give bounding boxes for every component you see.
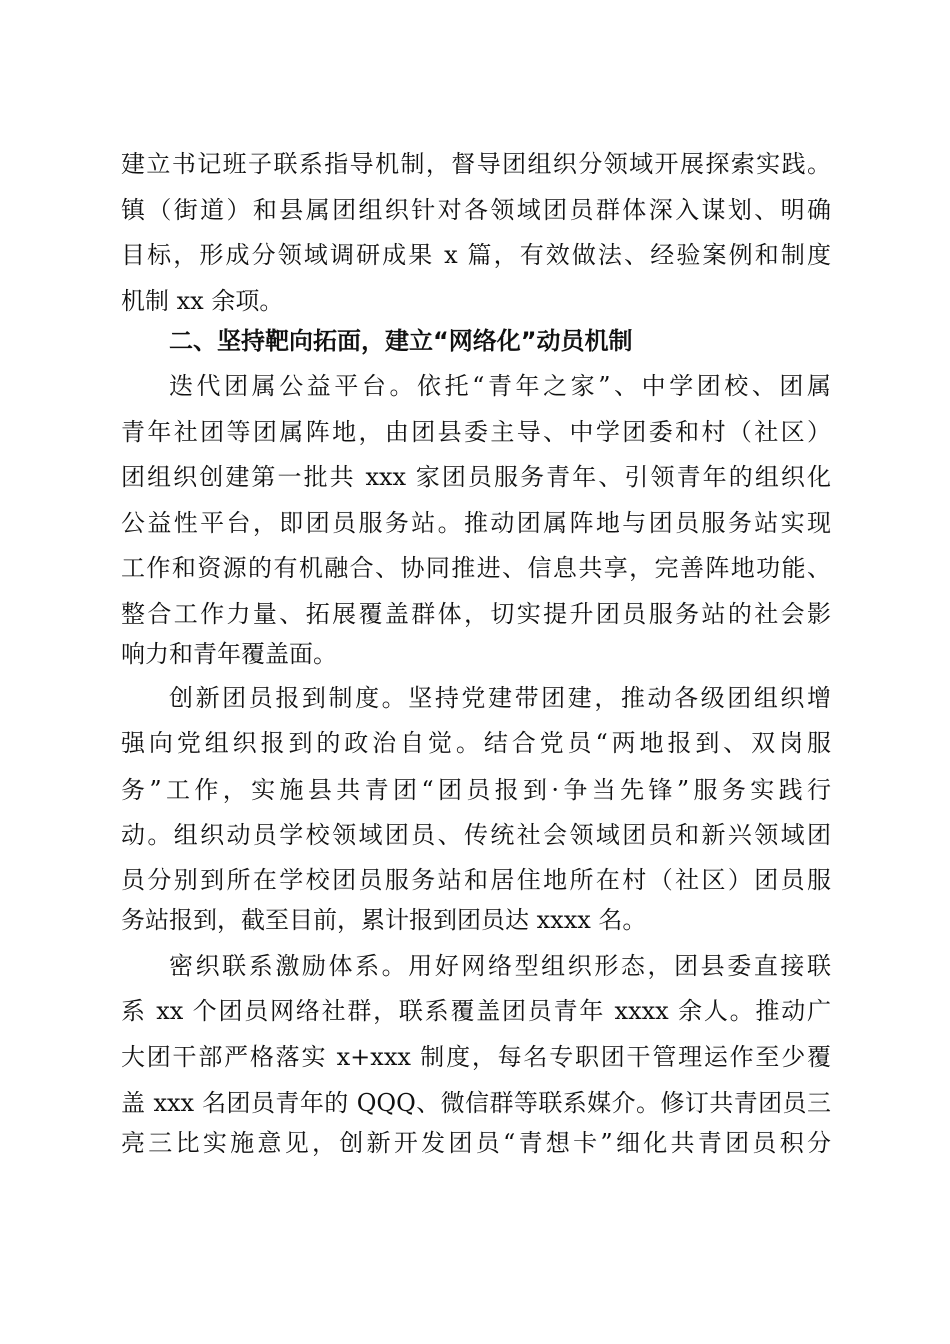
text-line: 镇（街道）和县属团组织针对各领域团员群体深入谋划、明确: [121, 196, 831, 224]
text-line: 大团干部严格落实 x+xxx 制度，每名专职团干管理运作至少覆: [121, 1043, 831, 1071]
text-line: 团组织创建第一批共 xxx 家团员服务青年、引领青年的组织化: [121, 463, 831, 491]
section-heading: 二、坚持靶向拓面，建立“网络化”动员机制: [169, 327, 633, 355]
text-line: 响力和青年覆盖面。: [121, 640, 337, 668]
text-line: 工作和资源的有机融合、协同推进、信息共享，完善阵地功能、: [121, 554, 831, 582]
text-line: 目标，形成分领域调研成果 x 篇，有效做法、经验案例和制度: [121, 241, 831, 269]
paragraph-first-line: 密织联系激励体系。用好网络型组织形态，团县委直接联: [169, 952, 831, 980]
text-line: 机制 xx 余项。: [121, 287, 284, 315]
text-line: 动。组织动员学校领域团员、传统社会领域团员和新兴领域团: [121, 821, 831, 849]
text-line: 强向党组织报到的政治自觉。结合党员“两地报到、双岗服: [121, 729, 831, 757]
text-line: 建立书记班子联系指导机制，督导团组织分领域开展探索实践。: [121, 150, 831, 178]
text-line: 系 xx 个团员网络社群，联系覆盖团员青年 xxxx 余人。推动广: [121, 997, 831, 1025]
text-line: 青年社团等团属阵地，由团县委主导、中学团委和村（社区）: [121, 418, 831, 446]
text-line: 整合工作力量、拓展覆盖群体，切实提升团员服务站的社会影: [121, 600, 831, 628]
text-line: 盖 xxx 名团员青年的 QQQ、微信群等联系媒介。修订共青团员三: [121, 1089, 831, 1117]
text-line: 务”工作，实施县共青团“团员报到·争当先锋”服务实践行: [121, 776, 831, 804]
text-line: 务站报到，截至目前，累计报到团员达 xxxx 名。: [121, 906, 647, 934]
text-line: 员分别到所在学校团员服务站和居住地所在村（社区）团员服: [121, 866, 831, 894]
text-line: 公益性平台，即团员服务站。推动团属阵地与团员服务站实现: [121, 509, 831, 537]
paragraph-first-line: 创新团员报到制度。坚持党建带团建，推动各级团组织增: [169, 684, 831, 712]
text-line: 亮三比实施意见，创新开发团员“青想卡”细化共青团员积分: [121, 1129, 831, 1157]
paragraph-first-line: 迭代团属公益平台。依托“青年之家”、中学团校、团属: [169, 372, 831, 400]
